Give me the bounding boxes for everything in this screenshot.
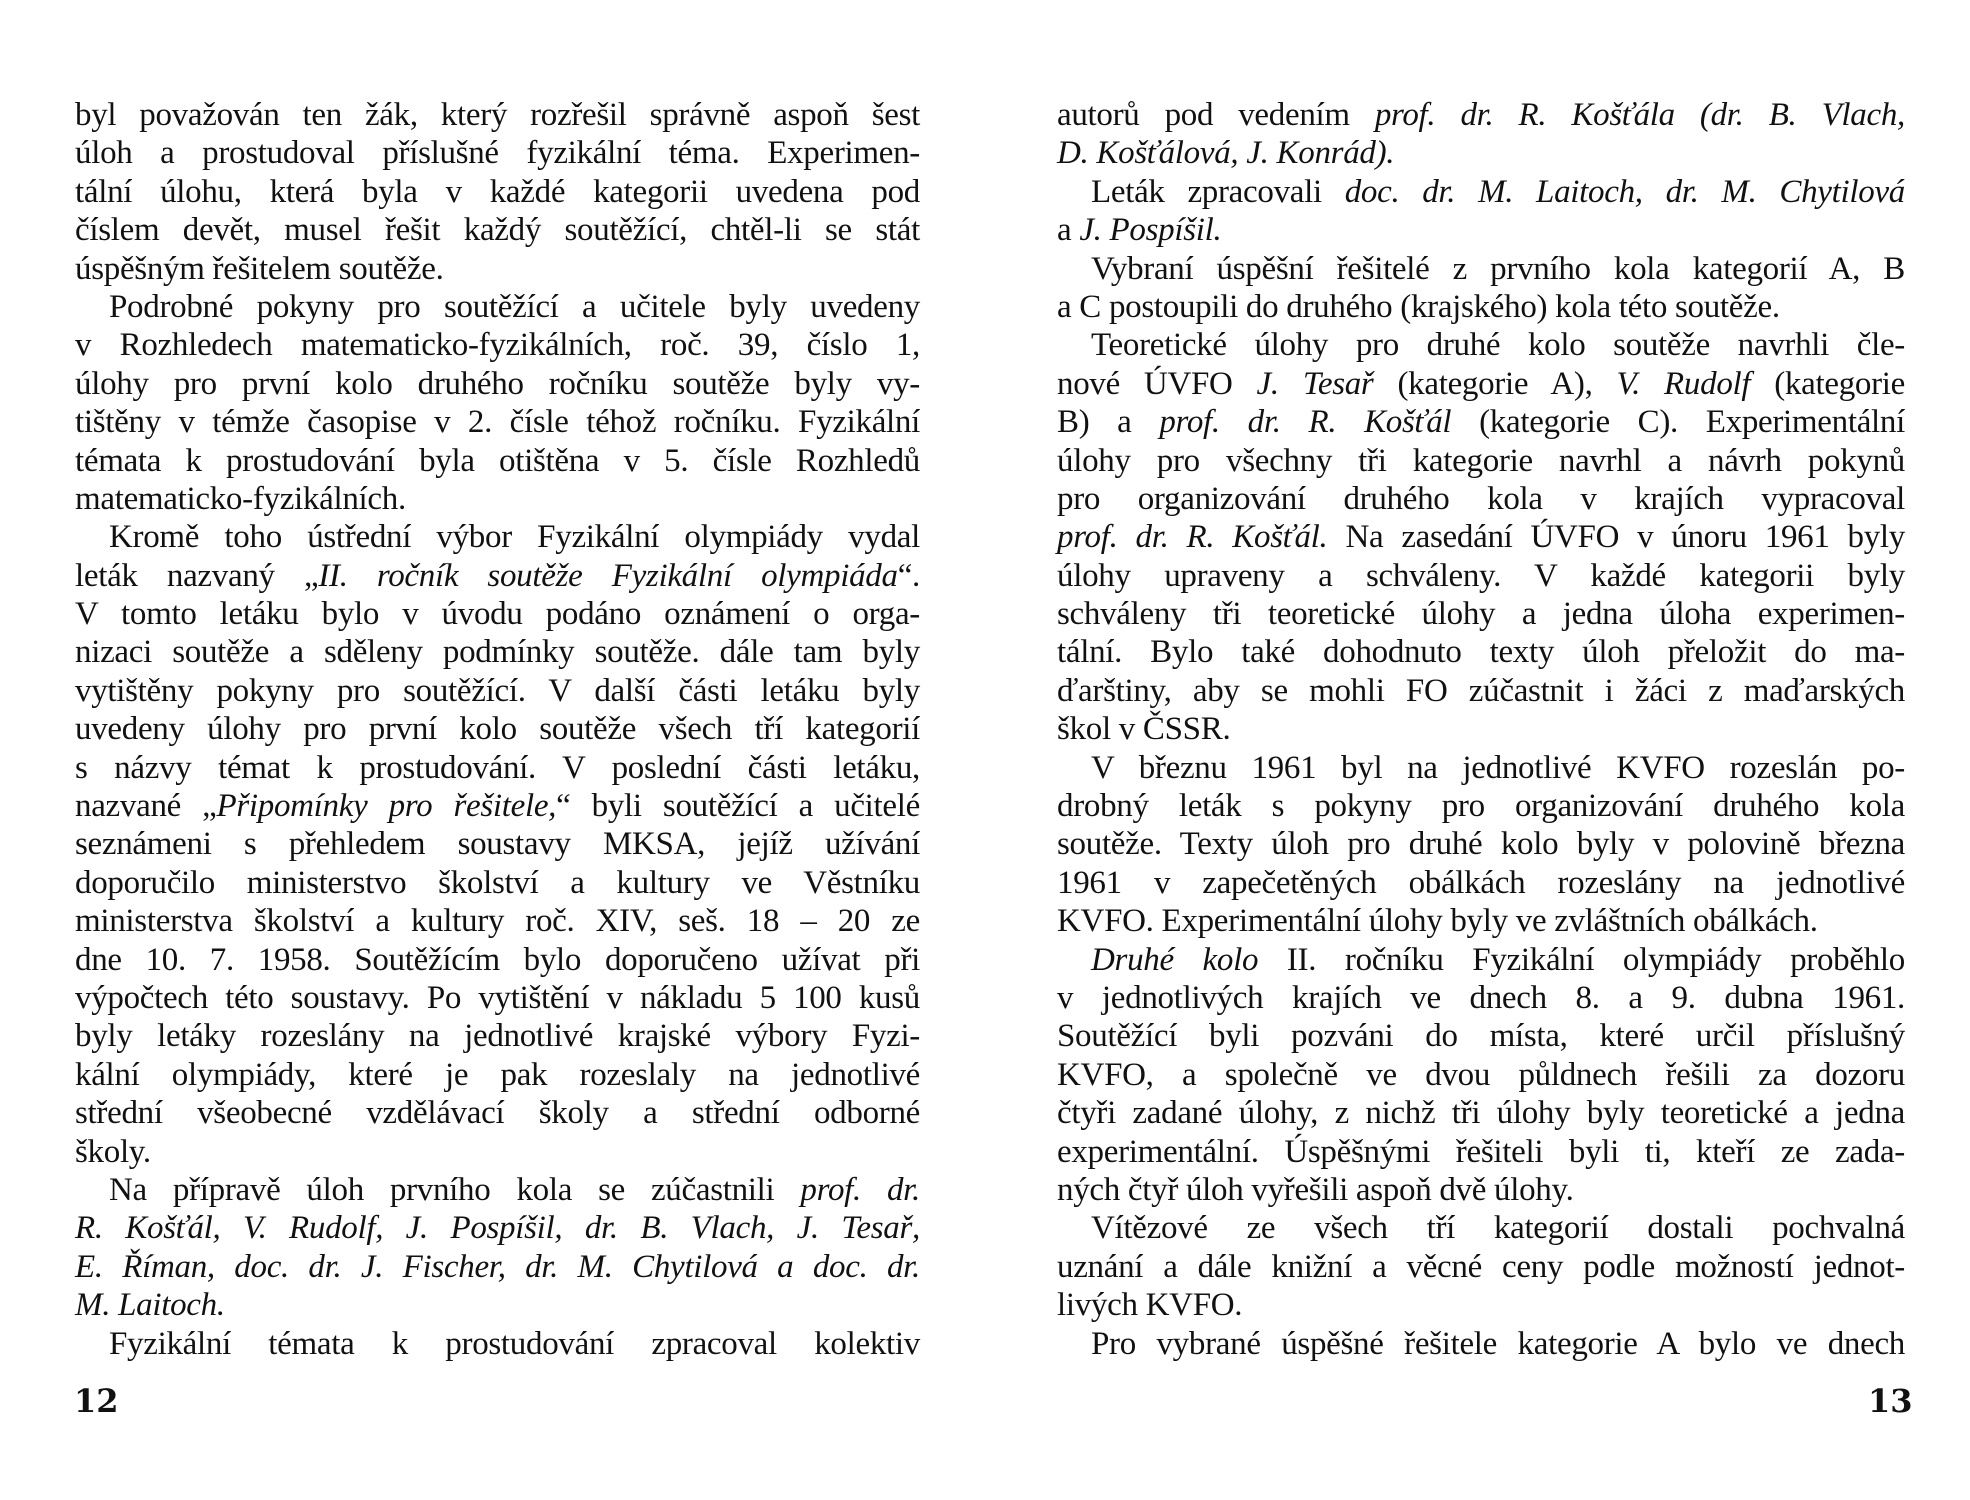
text-line [75, 710, 920, 748]
italic-text-segment: J. Tesař [1256, 365, 1374, 402]
text-line [1057, 1325, 1905, 1363]
text-segment: “ byli soutěžící a učitelé [556, 788, 920, 825]
text-line [75, 250, 920, 288]
text-line [1057, 979, 1905, 1017]
text-line [75, 787, 920, 825]
text-line [1057, 749, 1905, 787]
text-segment: ministerstva školství a kultury roč. XIV, seš. 18 – 20 ze [75, 903, 920, 940]
italic-text-segment: prof. dr. R. Košťál. [1057, 519, 1328, 556]
text-line [1057, 941, 1905, 979]
italic-text-segment: II. ročník soutěže Fyzikální olympiáda [318, 557, 898, 594]
text-segment: seznámeni s přehledem soustavy MKSA, jejíž užívání [75, 826, 920, 863]
text-segment: soutěže. Texty úloh pro druhé kolo byly v polovině března [1057, 826, 1905, 863]
text-line [1057, 96, 1905, 134]
text-line [75, 633, 920, 671]
text-segment: Kromě toho ústřední výbor Fyzikální olympiády vydal [109, 519, 920, 556]
text-segment: výpočtech této soustavy. Po vytištění v nákladu 5 100 kusů [75, 979, 920, 1016]
text-segment: čtyři zadané úlohy, z nichž tři úlohy byly teoretické a jedna [1057, 1095, 1905, 1132]
text-line [1057, 710, 1905, 748]
text-line [1057, 1094, 1905, 1132]
text-segment: nové ÚVFO [1057, 365, 1257, 402]
text-line [1057, 173, 1905, 211]
text-segment: a C postoupili do druhého (krajského) kola této soutěže. [1057, 288, 1780, 325]
text-line [75, 326, 920, 364]
text-line [75, 979, 920, 1017]
text-line [1057, 1248, 1905, 1286]
text-segment: leták nazvaný „ [75, 557, 319, 594]
text-segment: uznání a dále knižní a věcné ceny podle možností jednot- [1057, 1248, 1905, 1285]
text-segment: školy. [75, 1133, 151, 1170]
text-segment: s názvy témat k prostudování. V poslední části letáku, [75, 749, 920, 786]
text-line [1057, 1133, 1905, 1171]
text-segment: 1961 v zapečetěných obálkách rozeslány na jednotlivé [1057, 864, 1905, 901]
text-segment: (kategorie [1750, 365, 1905, 402]
text-line [75, 173, 920, 211]
text-line [1057, 1171, 1905, 1209]
text-line [1057, 288, 1905, 326]
text-line [75, 902, 920, 940]
text-segment: II. ročníku Fyzikální olympiády proběhlo [1258, 941, 1905, 978]
text-segment: úspěšným řešitelem soutěže. [75, 250, 444, 287]
text-segment: v jednotlivých krajích ve dnech 8. a 9. dubna 1961. [1057, 979, 1905, 1016]
text-line [1057, 672, 1905, 710]
text-line [1057, 326, 1905, 364]
text-line [75, 749, 920, 787]
italic-text-segment: prof. dr. R. Košťál [1159, 404, 1452, 441]
text-segment: uvedeny úlohy pro první kolo soutěže všech tří kategorií [75, 711, 920, 748]
text-line [75, 96, 920, 134]
text-line [75, 365, 920, 403]
text-line [1057, 557, 1905, 595]
text-segment: úlohy pro všechny tři kategorie navrhl a návrh pokynů [1057, 442, 1905, 479]
text-segment: témata k prostudování byla otištěna v 5. čísle Rozhledů [75, 442, 920, 479]
italic-text-segment: prof. dr. [800, 1171, 920, 1208]
text-line [75, 442, 920, 480]
text-line [1057, 250, 1905, 288]
text-segment: střední všeobecné vzdělávací školy a střední odborné [75, 1095, 920, 1132]
text-line [75, 1209, 920, 1247]
text-segment: byl považován ten žák, který rozřešil správně aspoň šest [75, 97, 920, 133]
text-line [75, 403, 920, 441]
text-line [1057, 1286, 1905, 1324]
text-line [75, 941, 920, 979]
text-line [75, 1248, 920, 1286]
text-line [75, 1056, 920, 1094]
text-segment: úlohy pro první kolo druhého ročníku soutěže byly vy- [75, 365, 920, 402]
italic-text-segment: D. Košťálová, J. Konrád). [1057, 135, 1395, 172]
text-line [75, 672, 920, 710]
text-column [1057, 96, 1905, 1363]
text-segment: tální úlohu, která byla v každé kategorii uvedena pod [75, 173, 920, 210]
text-line [1057, 1209, 1905, 1247]
text-line [75, 134, 920, 172]
text-segment: ďarštiny, aby se mohli FO zúčastnit i žáci z maďarských [1057, 672, 1905, 709]
italic-text-segment: prof. dr. R. Košťála (dr. B. Vlach, [1374, 97, 1905, 133]
page-number: 12 [74, 1382, 119, 1420]
text-segment: (kategorie C). Experimentální [1451, 404, 1905, 441]
text-segment: pro organizování druhého kola v krajích vypracoval [1057, 480, 1905, 517]
text-segment: autorů pod vedením [1057, 97, 1375, 133]
text-segment: Teoretické úlohy pro druhé kolo soutěže navrhli čle- [1091, 327, 1905, 364]
text-segment: tištěny v témže časopise v 2. čísle téhož ročníku. Fyzikální [75, 404, 920, 441]
text-line [1057, 787, 1905, 825]
text-line [1057, 518, 1905, 556]
text-line [1057, 134, 1905, 172]
text-line [75, 595, 920, 633]
text-segment: škol v ČSSR. [1057, 711, 1231, 748]
text-line [1057, 403, 1905, 441]
text-line [75, 1094, 920, 1132]
text-segment: kální olympiády, které je pak rozeslaly na jednotlivé [75, 1056, 920, 1093]
text-line [1057, 442, 1905, 480]
text-segment: V tomto letáku bylo v úvodu podáno oznámení o orga- [75, 596, 920, 633]
text-line [1057, 480, 1905, 518]
text-segment: Podrobné pokyny pro soutěžící a učitele byly uvedeny [109, 288, 920, 325]
italic-text-segment: doc. dr. M. Laitoch, dr. M. Chytilová [1344, 173, 1906, 210]
text-segment: (kategorie A), [1373, 365, 1617, 402]
text-segment: úloh a prostudoval příslušné fyzikální téma. Experimen- [75, 135, 920, 172]
text-segment: číslem devět, musel řešit každý soutěžící, chtěl-li se stát [75, 212, 920, 249]
text-segment: drobný leták s pokyny pro organizování druhého kola [1057, 788, 1905, 825]
text-segment: “. [897, 557, 920, 594]
italic-text-segment: R. Košťál, V. Rudolf, J. Pospíšil, dr. B. Vlach, J. Tesař, [75, 1210, 920, 1247]
italic-text-segment: Druhé kolo [1091, 941, 1259, 978]
text-segment: a [1057, 212, 1080, 249]
text-segment: KVFO. Experimentální úlohy byly ve zvláštních obálkách. [1057, 903, 1818, 940]
text-line [75, 211, 920, 249]
text-segment: doporučilo ministerstvo školství a kultury ve Věstníku [75, 864, 920, 901]
text-segment: Vítězové ze všech tří kategorií dostali pochvalná [1091, 1210, 1905, 1247]
text-segment: ných čtyř úloh vyřešili aspoň dvě úlohy. [1057, 1171, 1574, 1208]
page-number: 13 [1868, 1382, 1913, 1420]
text-column [75, 96, 920, 1363]
text-segment: Soutěžící byli pozváni do místa, které určil příslušný [1057, 1018, 1905, 1055]
text-line [75, 1133, 920, 1171]
text-segment: Na zasedání ÚVFO v únoru 1961 byly [1327, 519, 1905, 556]
text-segment: Na přípravě úloh prvního kola se zúčastnili [109, 1171, 801, 1208]
text-segment: tální. Bylo také dohodnuto texty úloh přeložit do ma- [1057, 634, 1905, 671]
text-segment: Pro vybrané úspěšné řešitele kategorie A bylo ve dnech [1091, 1325, 1905, 1362]
text-segment: KVFO, a společně ve dvou půldnech řešili za dozoru [1057, 1056, 1905, 1093]
text-line [1057, 825, 1905, 863]
text-line [75, 825, 920, 863]
text-segment: byly letáky rozeslány na jednotlivé krajské výbory Fyzi- [75, 1018, 920, 1055]
text-line [75, 480, 920, 518]
italic-text-segment: V. Rudolf [1616, 365, 1751, 402]
page-right [985, 0, 1970, 1500]
text-line [1057, 365, 1905, 403]
text-segment: Vybraní úspěšní řešitelé z prvního kola kategorií A, B [1091, 250, 1905, 287]
text-segment: livých KVFO. [1057, 1287, 1243, 1324]
text-line [1057, 902, 1905, 940]
text-line [75, 1017, 920, 1055]
text-segment: schváleny tři teoretické úlohy a jedna úloha experimen- [1057, 596, 1905, 633]
text-line [75, 518, 920, 556]
italic-text-segment: E. Říman, doc. dr. J. Fischer, dr. M. Chytilová a doc. dr. [75, 1248, 920, 1285]
text-line [75, 864, 920, 902]
text-line [1057, 864, 1905, 902]
text-line [75, 557, 920, 595]
text-segment: matematicko-fyzikálních. [75, 480, 406, 517]
text-segment: Leták zpracovali [1091, 173, 1345, 210]
text-line [1057, 1017, 1905, 1055]
text-segment: B) a [1057, 404, 1160, 441]
text-segment: v Rozhledech matematicko-fyzikálních, roč. 39, číslo 1, [75, 327, 920, 364]
text-segment: vytištěny pokyny pro soutěžící. V další části letáku byly [75, 672, 920, 709]
text-segment: Fyzikální témata k prostudování zpracoval kolektiv [109, 1325, 920, 1362]
italic-text-segment: Připomínky pro řešitele, [216, 788, 557, 825]
text-segment: nizaci soutěže a sděleny podmínky soutěže. dále tam byly [75, 634, 920, 671]
text-segment: úlohy upraveny a schváleny. V každé kategorii byly [1057, 557, 1905, 594]
text-segment: V březnu 1961 byl na jednotlivé KVFO rozeslán po- [1091, 749, 1905, 786]
text-segment: nazvané „ [75, 788, 217, 825]
text-line [1057, 633, 1905, 671]
text-line [1057, 595, 1905, 633]
text-line [75, 288, 920, 326]
text-line [1057, 1056, 1905, 1094]
text-line [75, 1325, 920, 1363]
italic-text-segment: J. Pospíšil. [1079, 212, 1222, 249]
text-line [1057, 211, 1905, 249]
text-segment: dne 10. 7. 1958. Soutěžícím bylo doporučeno užívat při [75, 941, 920, 978]
text-line [75, 1286, 920, 1324]
text-line [75, 1171, 920, 1209]
text-segment: experimentální. Úspěšnými řešiteli byli ti, kteří ze zada- [1057, 1133, 1905, 1170]
italic-text-segment: M. Laitoch. [75, 1287, 225, 1324]
